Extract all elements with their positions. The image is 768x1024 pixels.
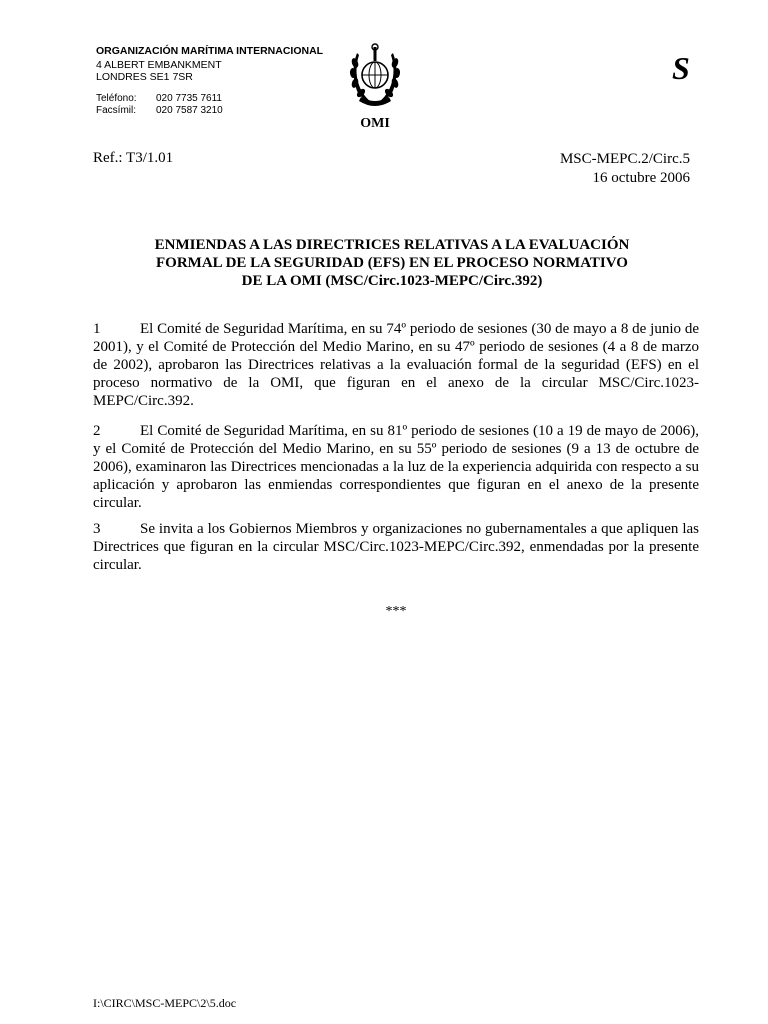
phone-label: Teléfono: [96, 93, 137, 104]
paragraph-2 [93, 422, 699, 512]
fax-value: 020 7587 3210 [156, 105, 223, 116]
title-line-1: ENMIENDAS A LAS DIRECTRICES RELATIVAS A LA EVALUACIÓN [154, 237, 630, 253]
language-code: S [672, 50, 690, 86]
organization-abbreviation: OMI [360, 116, 390, 131]
document-symbol-block [560, 150, 690, 188]
phone-row [96, 93, 222, 104]
un-imo-emblem-icon [347, 41, 403, 111]
document-title [93, 236, 691, 290]
document-date: 16 octubre 2006 [592, 170, 690, 186]
paragraph-number: 1 [93, 321, 101, 337]
paragraph-3 [93, 520, 699, 574]
paragraph-text: El Comité de Seguridad Marítima, en su 74º periodo de sesiones (30 de mayo a 8 de junio de 2001), y el Comité de Protección del Medio Marino, en su 47º periodo de sesiones (4 a 8 de marzo de 2002), aprobaron las Directrices relativas a la evaluación formal de la seguridad (EFS) en el proceso normativo de la OMI, que figuran en el anexo de la circular MSC/Circ.1023-MEPC/Circ.392. [93, 321, 699, 409]
title-line-2: FORMAL DE LA SEGURIDAD (EFS) EN EL PROCESO NORMATIVO [156, 255, 628, 271]
paragraph-number: 3 [93, 521, 101, 537]
paragraph-1 [93, 320, 699, 410]
address-line-1: 4 ALBERT EMBANKMENT [96, 59, 222, 71]
organization-name: ORGANIZACIÓN MARÍTIMA INTERNACIONAL [96, 45, 324, 57]
document-symbol: MSC-MEPC.2/Circ.5 [559, 151, 690, 167]
address-line-2: LONDRES SE1 7SR [96, 71, 193, 83]
end-separator: *** [385, 604, 407, 619]
file-path-footer: I:\CIRC\MSC-MEPC\2\5.doc [93, 996, 237, 1010]
title-line-3: DE LA OMI (MSC/Circ.1023-MEPC/Circ.392) [241, 273, 543, 289]
reference-number: Ref.: T3/1.01 [93, 150, 174, 166]
fax-row [96, 105, 223, 116]
fax-label: Facsímil: [96, 105, 136, 116]
phone-value: 020 7735 7611 [156, 93, 222, 104]
paragraph-text: Se invita a los Gobiernos Miembros y organizaciones no gubernamentales a que apliquen las Directrices que figuran en la circular MSC/Circ.1023-MEPC/Circ.392, enmendadas por la presente circular. [93, 521, 699, 573]
paragraph-text: El Comité de Seguridad Marítima, en su 81º periodo de sesiones (10 a 19 de mayo de 2006), y el Comité de Protección del Medio Marino, en su 55º periodo de sesiones (9 a 13 de octubre de 2006), examinaron las Directrices mencionadas a la luz de la experiencia adquirida con respecto a su aplicación y aprobaron las enmiendas correspondientes que figuran en el anexo de la presente circular. [93, 423, 699, 511]
paragraph-number: 2 [93, 423, 101, 439]
